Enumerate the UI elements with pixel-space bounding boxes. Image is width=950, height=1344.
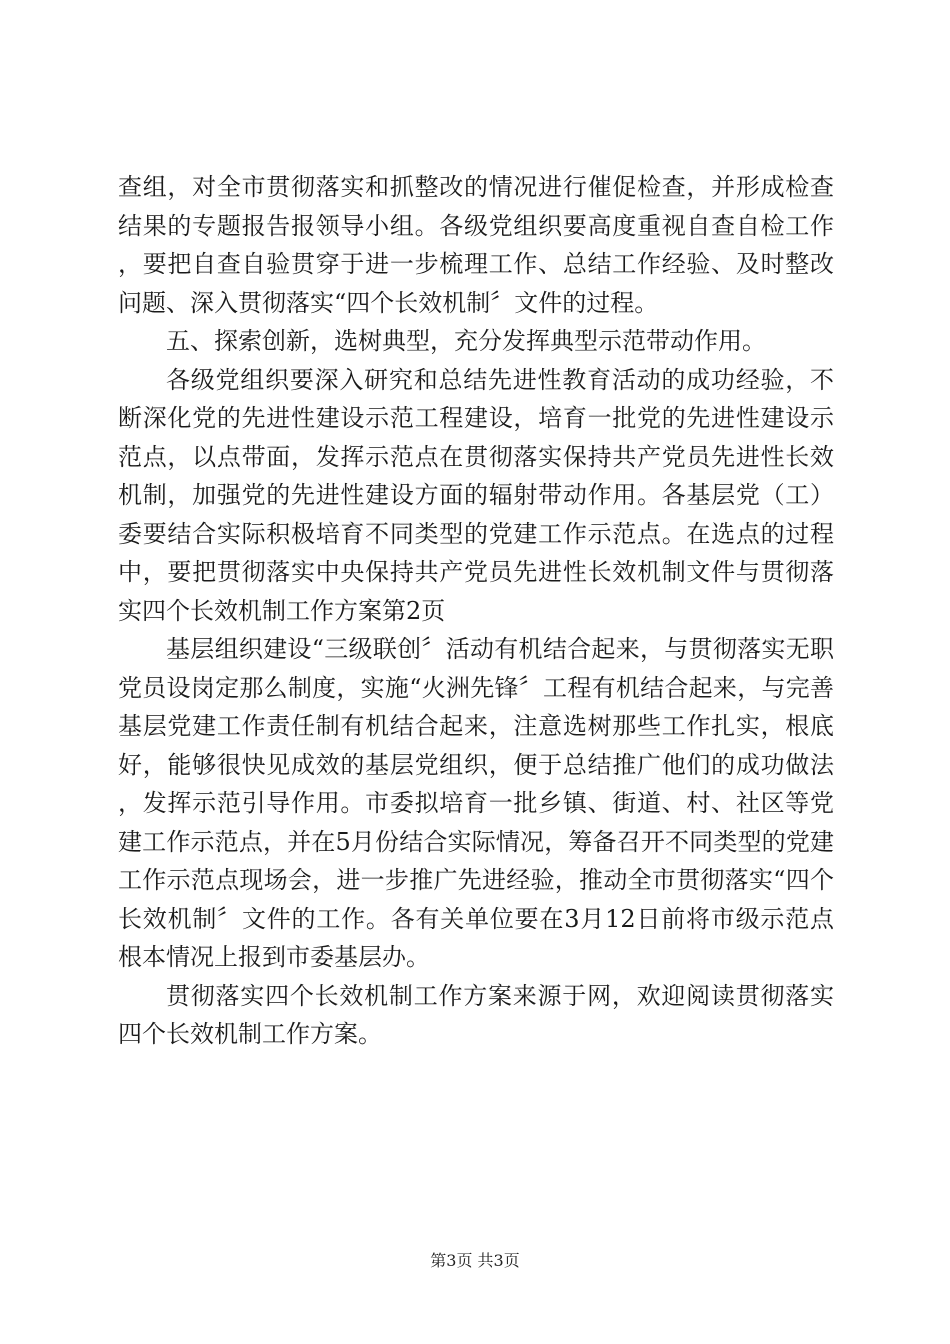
paragraph: 基层组织建设“三级联创〞活动有机结合起来，与贯彻落实无职党员设岗定那么制度，实施“火洲先锋〞工程有机结合起来，与完善基层党建工作责任制有机结合起来，注意选树那些工作扎实，根底好，能够很快见成效的基层党组织，便于总结推广他们的成功做法，发挥示范引导作用。市委拟培育一批乡镇、街道、村、社区等党建工作示范点，并在5月份结合实际情况，筹备召开不同类型的党建工作示范点现场会，进一步推广先进经验，推动全市贯彻落实“四个长效机制〞文件的工作。各有关单位要在3月12日前将市级示范点根本情况上报到市委基层办。	[118, 635, 834, 971]
paragraph-closing: 贯彻落实四个长效机制工作方案来源于网，欢迎阅读贯彻落实四个长效机制工作方案。	[118, 981, 834, 1048]
paragraph: 各级党组织要深入研究和总结先进性教育活动的成功经验，不断深化党的先进性建设示范工程建设，培育一批党的先进性建设示范点，以点带面，发挥示范点在贯彻落实保持共产党员先进性长效机制，加强党的先进性建设方面的辐射带动作用。各基层党（工）委要结合实际积极培育不同类型的党建工作示范点。在选点的过程中，要把贯彻落实中央保持共产党员先进性长效机制文件与贯彻落实四个长效机制工作方案第2页	[118, 365, 834, 625]
document-body	[118, 168, 834, 1054]
page-footer: 第3页 共3页	[430, 1251, 520, 1270]
section-heading: 五、探索创新，选树典型，充分发挥典型示范带动作用。	[166, 327, 766, 355]
paragraph-continuation: 查组，对全市贯彻落实和抓整改的情况进行催促检查，并形成检查结果的专题报告报领导小组。各级党组织要高度重视自查自检工作，要把自查自验贯穿于进一步梳理工作、总结工作经验、及时整改问题、深入贯彻落实“四个长效机制〞文件的过程。	[118, 173, 834, 317]
